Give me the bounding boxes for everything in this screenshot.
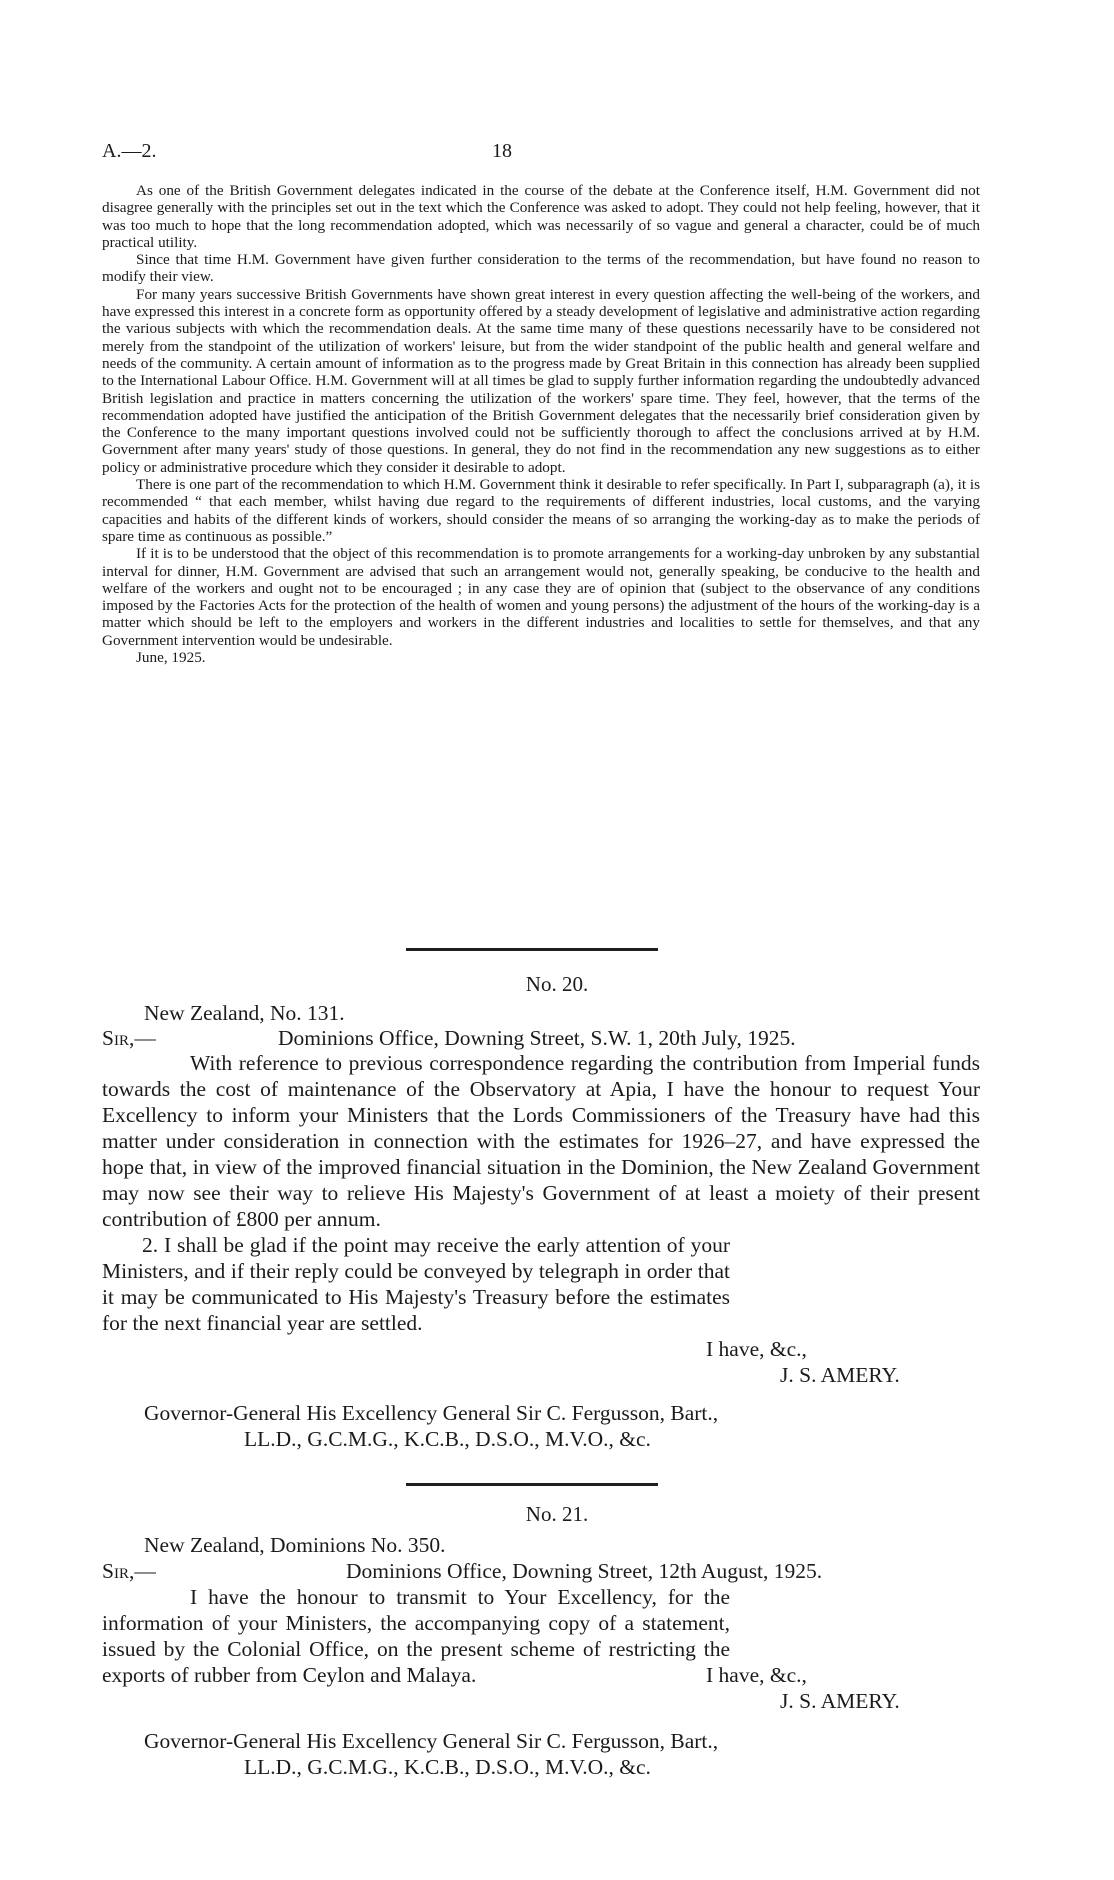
section-divider — [406, 948, 658, 951]
letter-address-date: Dominions Office, Downing Street, 12th August, 1925. — [346, 1559, 823, 1583]
previous-section-text — [102, 182, 980, 666]
paragraph: Since that time H.M. Government have given further consideration to the terms of the recommendation, but have found no reason to modify their view. — [102, 251, 980, 286]
signature: J. S. AMERY. — [780, 1363, 900, 1387]
series-label: A.—2. — [102, 140, 157, 162]
letter-body — [102, 1050, 980, 1336]
page-number: 18 — [492, 140, 512, 162]
paragraph: 2. I shall be glad if the point may receive the early attention of your Ministers, and if their reply could be conveyed by telegraph in order that it may be communicated to His Majesty's Treasury before the estimates for the next financial year are settled. — [102, 1233, 730, 1335]
addressee-line: LL.D., G.C.M.G., K.C.B., D.S.O., M.V.O., &c. — [244, 1755, 651, 1779]
letter-number: No. 21. — [525, 1502, 589, 1526]
section-divider — [406, 1483, 658, 1486]
letter-reference: New Zealand, No. 131. — [144, 1001, 345, 1025]
addressee-line: Governor-General His Excellency General Sir C. Fergusson, Bart., — [144, 1729, 719, 1753]
addressee-line: LL.D., G.C.M.G., K.C.B., D.S.O., M.V.O., &c. — [244, 1427, 651, 1451]
closing: I have, &c., — [706, 1663, 807, 1687]
paragraph: If it is to be understood that the object of this recommendation is to promote arrangements for a working-day unbroken by any substantial interval for dinner, H.M. Government are advised that such an arrangement would not, generally speaking, be conducive to the health and welfare of the workers and ought not to be encouraged ; in any case they are of opinion that (subject to the observance of any conditions imposed by the Factories Acts for the protection of the health of women and young persons) the adjustment of the hours of the working-day is a matter which should be left to the employers and workers in the different industries and localities to settle for themselves, and that any Government intervention would be undesirable. — [102, 545, 980, 649]
letter-body — [102, 1584, 980, 1688]
signature: J. S. AMERY. — [780, 1689, 900, 1713]
section-date: June, 1925. — [136, 649, 206, 667]
letter-reference: New Zealand, Dominions No. 350. — [144, 1533, 446, 1557]
paragraph: There is one part of the recommendation to which H.M. Government think it desirable to refer specifically. In Part I, subparagraph (a), it is recommended “ that each member, whilst having due regard to the requirements of different industries, local customs, and the varying capacities and habits of the different kinds of workers, should consider the means of so arranging the working-day as to make the periods of spare time as continuous as possible.” — [102, 476, 980, 545]
addressee-line: Governor-General His Excellency General Sir C. Fergusson, Bart., — [144, 1401, 719, 1425]
paragraph: With reference to previous correspondence regarding the contribution from Imperial funds towards the cost of maintenance of the Observatory at Apia, I have the honour to request Your Excellency to inform your Ministers that the Lords Commissioners of the Treasury have had this matter under consideration in connection with the estimates for 1926–27, and have expressed the hope that, in view of the improved financial situation in the Dominion, the New Zealand Government may now see their way to relieve His Majesty's Government of at least a moiety of their present contribution of £800 per annum. — [102, 1051, 980, 1231]
letter-address-date: Dominions Office, Downing Street, S.W. 1, 20th July, 1925. — [278, 1026, 796, 1050]
salutation: Sir,— — [102, 1026, 156, 1050]
paragraph: For many years successive British Governments have shown great interest in every question affecting the well-being of the workers, and have expressed this interest in a concrete form as opportunity offered by a steady development of legislative and administrative action regarding the various subjects with which the recommendation deals. At the same time many of these questions necessarily have to be considered not merely from the standpoint of the utilization of workers' leisure, but from the wider standpoint of the public health and general welfare and needs of the community. A certain amount of information as to the progress made by Great Britain in this connection has already been supplied to the International Labour Office. H.M. Government will at all times be glad to supply further information regarding the undoubtedly advanced British legislation and practice in matters concerning the utilization of the workers' spare time. They feel, however, that the terms of the recommendation adopted have justified the anticipation of the British Government delegates that the necessarily brief consideration given by the Conference to the many important questions involved could not be sufficiently thorough to affect the conclusions arrived at by H.M. Government after many years' study of those questions. In general, they do not find in the recommendation any new suggestions as to either policy or administrative procedure which they consider it desirable to adopt. — [102, 285, 980, 476]
paragraph: I have the honour to transmit to Your Excellency, for the information of your Ministers, the accompanying copy of a statement, issued by the Colonial Office, on the present scheme of restricting the exports of rubber from Ceylon and Malaya. — [102, 1585, 730, 1687]
paragraph: As one of the British Government delegates indicated in the course of the debate at the Conference itself, H.M. Government did not disagree generally with the principles set out in the text which the Conference was asked to adopt. They could not help feeling, however, that it was too much to hope that the long recommendation adopted, which was necessarily of so vague and general a character, could be of much practical utility. — [102, 182, 980, 251]
letter-number: No. 20. — [525, 972, 589, 996]
page-header — [102, 140, 982, 166]
closing: I have, &c., — [706, 1337, 807, 1361]
salutation: Sir,— — [102, 1559, 156, 1583]
